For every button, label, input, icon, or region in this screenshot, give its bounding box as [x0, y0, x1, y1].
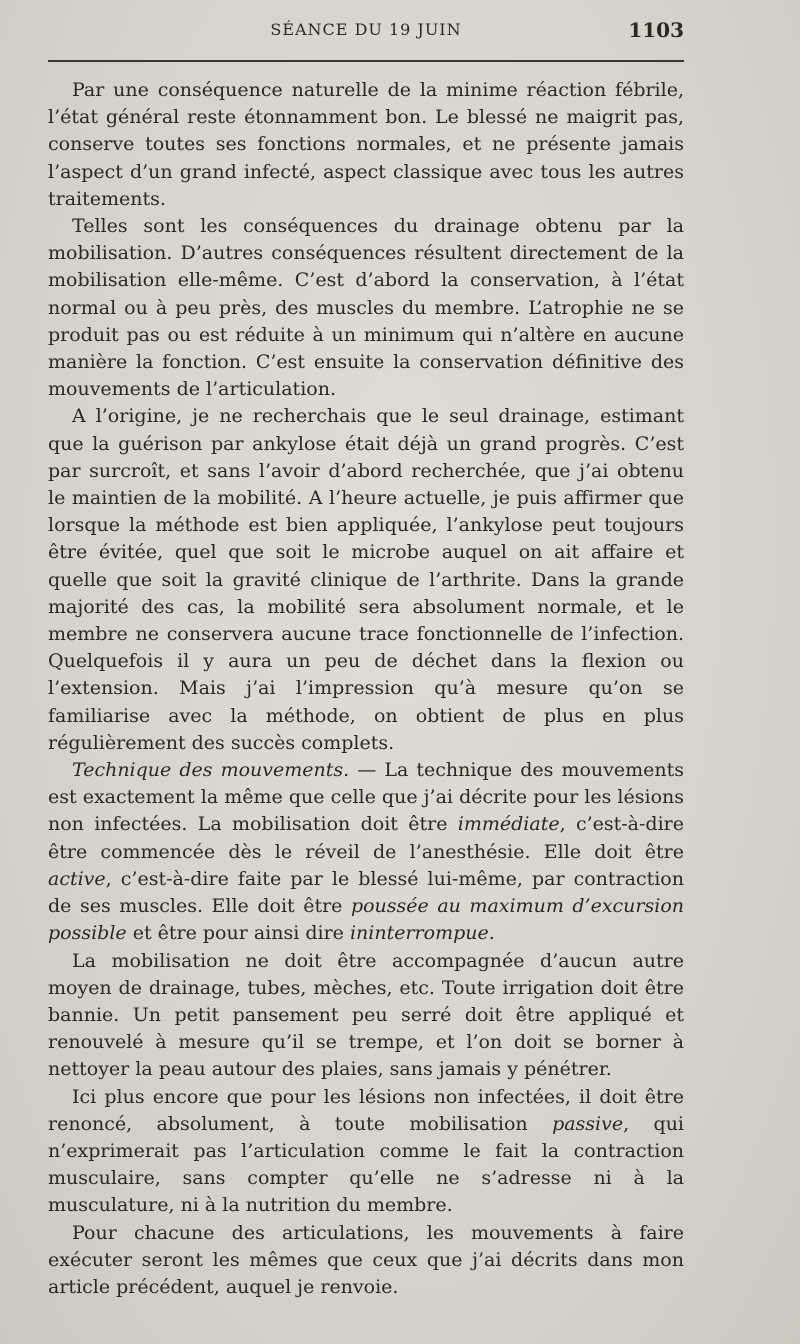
text-run: . — [488, 922, 495, 945]
text-run: , c’est-à-dire faite par le blessé lui-même, par contraction de ses muscles. Elle doit être — [48, 867, 684, 918]
paragraph — [48, 77, 684, 213]
paragraph — [48, 1084, 684, 1220]
paragraph — [48, 757, 684, 947]
body-text — [48, 77, 684, 1301]
text-run: , c’est-à-dire être commencée dès le réveil de l’anesthésie. Elle doit être — [48, 813, 685, 863]
italic-text: immédiate — [457, 813, 560, 836]
text-run: La mobilisation ne doit être accompagnée d’aucun autre moyen de drainage, tubes, mèches, etc. Toute irrigation doit être bannie. Un petit pansement peu serré doit être appliqué et renouvelé à mesure qu’il se trempe, et l’on doit se borner à nettoyer la peau autour des plaies, sans jamais y pénétrer. — [48, 949, 684, 1081]
italic-text: active — [48, 867, 106, 890]
text-run: Ici plus encore que pour les lésions non infectées, il doit être renoncé, absolument, à toute mobilisation — [48, 1085, 684, 1135]
italic-text: passive — [552, 1112, 624, 1135]
paragraph — [48, 403, 684, 757]
header-rule — [48, 60, 684, 62]
text-run: — La technique des mouvements est exactement la même que celle que j’ai décrite pour les lésions non infectées. La mobilisation doit être — [48, 759, 684, 836]
text-run: Telles sont les conséquences du drainage obtenu par la mobilisation. D’autres conséquences résultent directement de la mobilisation elle-même. C’est d’abord la conservation, à l’état normal ou à peu près, des muscles du membre. L’atrophie ne se produit pas ou est réduite à un minimum qui n’altère en aucune manière la fonction. C’est ensuite la conservation définitive des mouvements de l’articulation. — [48, 215, 684, 401]
page-number: 1103 — [628, 18, 684, 42]
paragraph — [48, 1220, 684, 1302]
text-run: , qui n’exprimerait pas l’articulation comme le fait la contraction musculaire, sans compter qu’elle ne s’adresse ni à la musculature, ni à la nutrition du membre. — [48, 1112, 685, 1217]
italic-text: ininterrompue — [349, 922, 489, 945]
italic-text: poussée au maximum d’excursion possible — [48, 895, 685, 945]
italic-text: Technique des mouvements. — [72, 759, 350, 782]
running-title: SÉANCE DU 19 JUIN — [270, 20, 462, 39]
text-run: A l’origine, je ne recherchais que le seul drainage, estimant que la guérison par ankylose était déjà un grand progrès. C’est par surcroît, et sans l’avoir d’abord recherchée, que j’ai obtenu le maintien de la mobilité. A l’heure actuelle, je puis affirmer que lorsque la méthode est bien appliquée, l’ankylose peut toujours être évitée, quel que soit le microbe auquel on ait affaire et quelle que soit la gravité clinique de l’arthrite. Dans la grande majorité des cas, la mobilité sera absolument normale, et le membre ne conservera aucune trace fonctionnelle de l’infection. Quelquefois il y aura un peu de déchet dans la flexion ou l’extension. Mais j’ai l’impression qu’à mesure qu’on se familiarise avec la méthode, on obtient de plus en plus régulièrement des succès complets. — [48, 405, 684, 754]
page-header — [48, 18, 684, 48]
paragraph — [48, 948, 684, 1084]
text-run: et être pour ainsi dire — [126, 922, 350, 945]
text-run: Par une conséquence naturelle de la minime réaction fébrile, l’état général reste étonnamment bon. Le blessé ne maigrit pas, conserve toutes ses fonctions normales, et ne présente jamais l’aspect d’un grand infecté, aspect classique avec tous les autres traitements. — [48, 79, 684, 210]
paragraph — [48, 213, 684, 403]
text-run: Pour chacune des articulations, les mouvements à faire exécuter seront les mêmes que ceux que j’ai décrits dans mon article précédent, auquel je renvoie. — [48, 1221, 684, 1298]
